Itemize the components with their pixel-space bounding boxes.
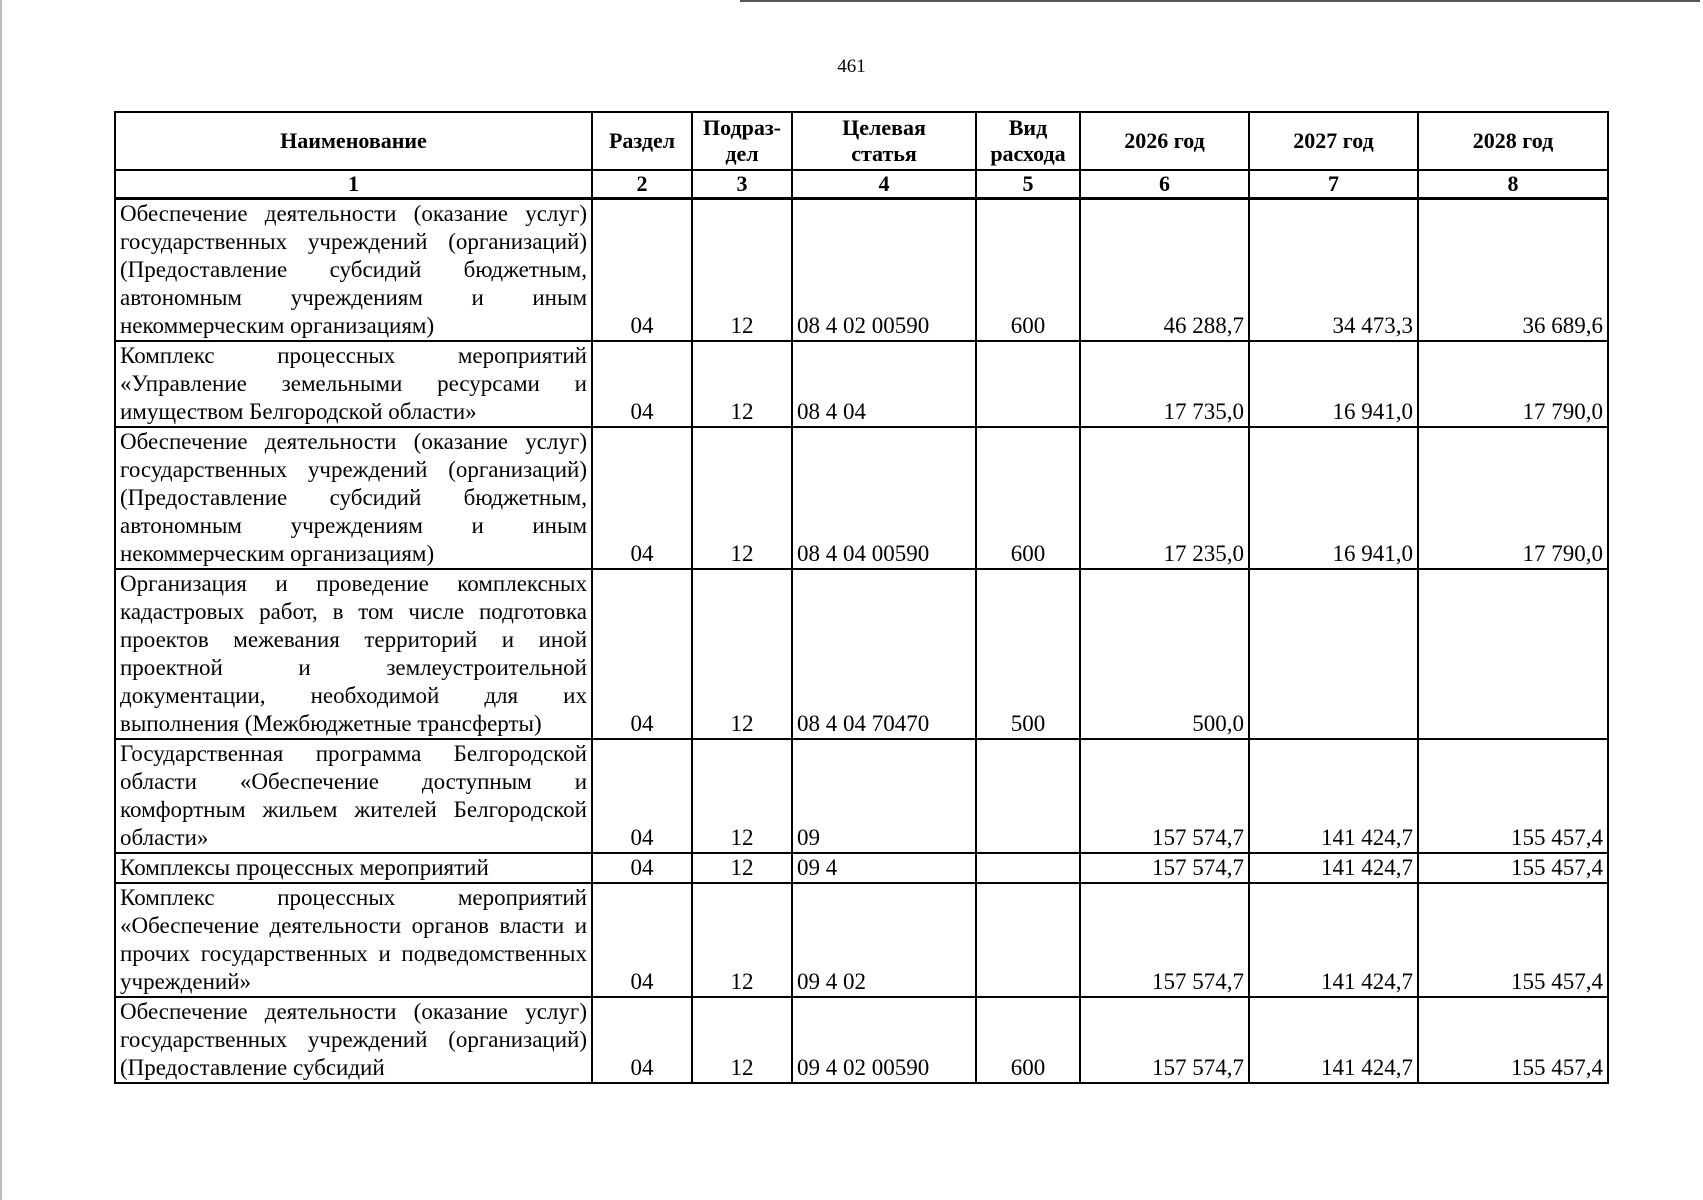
column-number: 4 — [792, 170, 976, 199]
row-target: 08 4 04 00590 — [792, 427, 976, 569]
row-section: 04 — [592, 997, 692, 1083]
row-2028: 155 457,4 — [1418, 739, 1608, 853]
row-2026: 17 735,0 — [1080, 341, 1249, 427]
row-subsection: 12 — [692, 569, 792, 739]
scan-left-edge — [0, 0, 2, 1200]
column-number: 7 — [1249, 170, 1418, 199]
header-2027: 2027 год — [1249, 112, 1418, 170]
row-2027: 16 941,0 — [1249, 341, 1418, 427]
table-row — [115, 427, 1608, 569]
row-subsection: 12 — [692, 341, 792, 427]
row-name: Организация и проведение комплексных кадастровых работ, в том числе подготовка проектов межевания территорий и иной проектной и землеустроительной документации, необходимой для их выполнения (Межбюджетные трансферты) — [115, 569, 592, 739]
row-section: 04 — [592, 739, 692, 853]
row-name: Обеспечение деятельности (оказание услуг) государственных учреждений (организаций) (Предоставление субсидий — [115, 997, 592, 1083]
row-kind — [976, 341, 1080, 427]
row-target: 09 4 02 — [792, 883, 976, 997]
column-number: 1 — [115, 170, 592, 199]
header-section: Раздел — [592, 112, 692, 170]
row-2028: 155 457,4 — [1418, 883, 1608, 997]
row-2026: 157 574,7 — [1080, 883, 1249, 997]
row-target: 08 4 02 00590 — [792, 199, 976, 342]
row-2026: 157 574,7 — [1080, 853, 1249, 883]
page-number: 461 — [837, 56, 866, 77]
row-2027: 34 473,3 — [1249, 199, 1418, 342]
row-section: 04 — [592, 569, 692, 739]
row-name: Государственная программа Белгородской области «Обеспечение доступным и комфортным жильем жителей Белгородской области» — [115, 739, 592, 853]
row-2028: 17 790,0 — [1418, 427, 1608, 569]
column-number: 8 — [1418, 170, 1608, 199]
row-2028: 155 457,4 — [1418, 997, 1608, 1083]
table-row — [115, 997, 1608, 1083]
row-subsection: 12 — [692, 739, 792, 853]
table-row — [115, 883, 1608, 997]
row-name: Обеспечение деятельности (оказание услуг) государственных учреждений (организаций) (Предоставление субсидий бюджетным, автономным учреждениям и иным некоммерческим организациям) — [115, 427, 592, 569]
column-number: 5 — [976, 170, 1080, 199]
table-row — [115, 853, 1608, 883]
header-target — [792, 112, 976, 170]
row-name: Комплексы процессных мероприятий — [115, 853, 592, 883]
row-2027: 16 941,0 — [1249, 427, 1418, 569]
header-subsection-text: Подраз-дел — [703, 115, 782, 166]
header-kind-text: Вид расхода — [990, 115, 1066, 166]
row-2027: 141 424,7 — [1249, 883, 1418, 997]
column-number: 3 — [692, 170, 792, 199]
row-2026: 157 574,7 — [1080, 739, 1249, 853]
header-2028: 2028 год — [1418, 112, 1608, 170]
row-subsection: 12 — [692, 427, 792, 569]
row-2028: 155 457,4 — [1418, 853, 1608, 883]
row-2028: 36 689,6 — [1418, 199, 1608, 342]
row-subsection: 12 — [692, 853, 792, 883]
row-kind — [976, 883, 1080, 997]
table-row — [115, 199, 1608, 342]
header-target-text: Целевая статья — [842, 115, 926, 166]
row-subsection: 12 — [692, 883, 792, 997]
row-kind — [976, 739, 1080, 853]
row-section: 04 — [592, 883, 692, 997]
row-target: 08 4 04 — [792, 341, 976, 427]
row-kind: 600 — [976, 997, 1080, 1083]
header-subsection — [692, 112, 792, 170]
row-2026: 500,0 — [1080, 569, 1249, 739]
header-row — [115, 112, 1608, 170]
row-target: 09 4 02 00590 — [792, 997, 976, 1083]
header-kind — [976, 112, 1080, 170]
row-name: Комплекс процессных мероприятий «Управление земельными ресурсами и имуществом Белгородской области» — [115, 341, 592, 427]
column-number-row — [115, 170, 1608, 199]
row-2027: 141 424,7 — [1249, 997, 1418, 1083]
table-row — [115, 569, 1608, 739]
row-2026: 46 288,7 — [1080, 199, 1249, 342]
row-section: 04 — [592, 199, 692, 342]
row-subsection: 12 — [692, 997, 792, 1083]
column-number: 6 — [1080, 170, 1249, 199]
row-2028: 17 790,0 — [1418, 341, 1608, 427]
row-kind: 500 — [976, 569, 1080, 739]
row-section: 04 — [592, 427, 692, 569]
row-2026: 17 235,0 — [1080, 427, 1249, 569]
row-target: 09 — [792, 739, 976, 853]
row-name: Обеспечение деятельности (оказание услуг) государственных учреждений (организаций) (Предоставление субсидий бюджетным, автономным учреждениям и иным некоммерческим организациям) — [115, 199, 592, 342]
row-2027: 141 424,7 — [1249, 853, 1418, 883]
row-kind — [976, 853, 1080, 883]
row-2028 — [1418, 569, 1608, 739]
row-subsection: 12 — [692, 199, 792, 342]
row-2026: 157 574,7 — [1080, 997, 1249, 1083]
row-section: 04 — [592, 341, 692, 427]
budget-table — [114, 111, 1609, 1084]
table-row — [115, 341, 1608, 427]
column-number: 2 — [592, 170, 692, 199]
row-section: 04 — [592, 853, 692, 883]
header-name: Наименование — [115, 112, 592, 170]
row-name: Комплекс процессных мероприятий «Обеспечение деятельности органов власти и прочих государственных и подведомственных учреждений» — [115, 883, 592, 997]
row-target: 09 4 — [792, 853, 976, 883]
table-row — [115, 739, 1608, 853]
row-kind: 600 — [976, 427, 1080, 569]
row-2027 — [1249, 569, 1418, 739]
row-2027: 141 424,7 — [1249, 739, 1418, 853]
scan-top-edge — [740, 0, 1700, 2]
header-2026: 2026 год — [1080, 112, 1249, 170]
row-target: 08 4 04 70470 — [792, 569, 976, 739]
row-kind: 600 — [976, 199, 1080, 342]
